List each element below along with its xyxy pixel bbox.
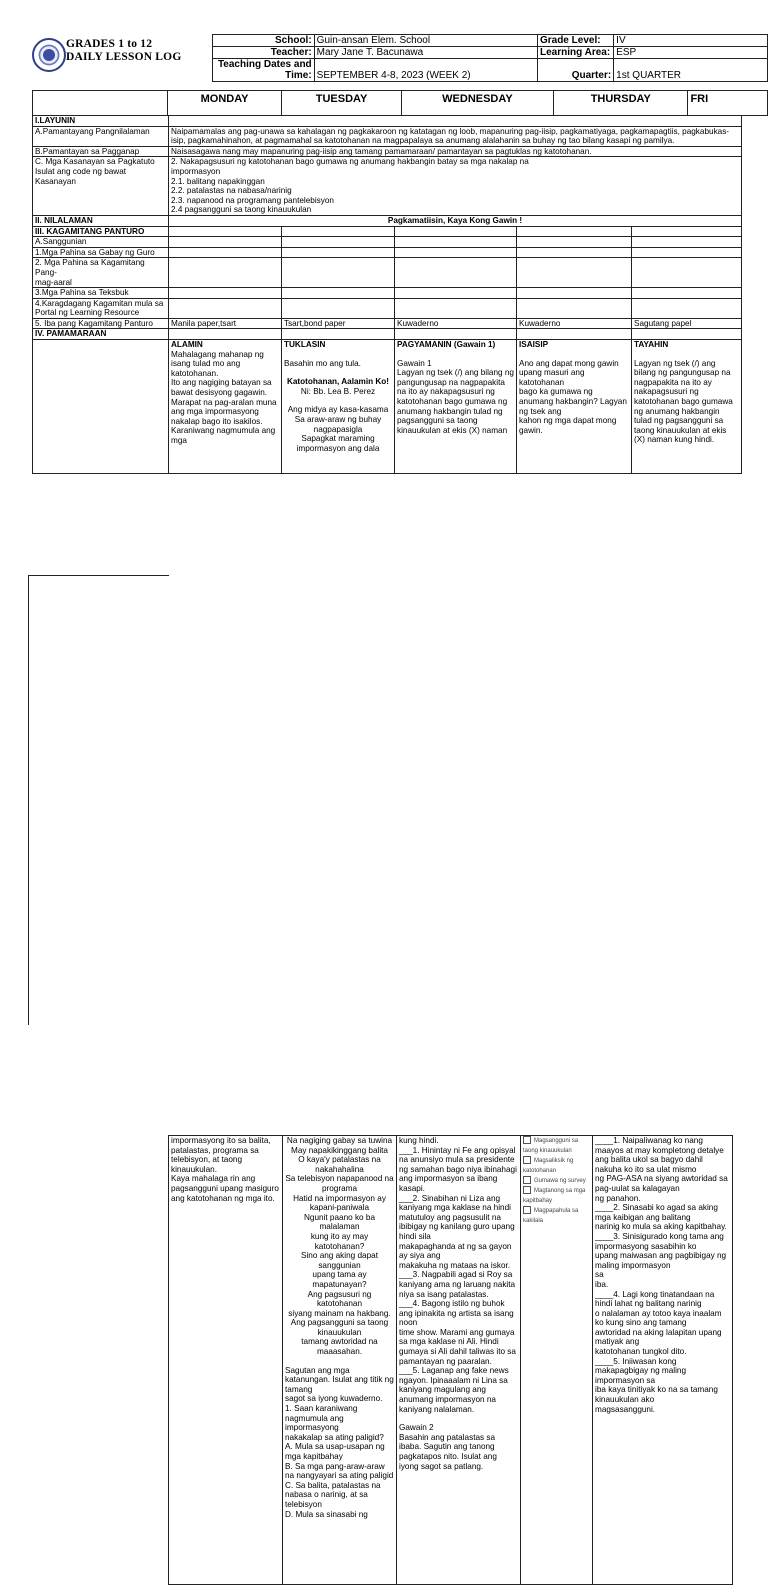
checkbox-icon[interactable] [523, 1176, 531, 1184]
tayahin-body: Lagyan ng tsek (/) ang bilang ng pangungusap na nagpapakita na ito ay nakapagsusuri ng katotohanan bago gumawa ng anumang hakbangin tulad ng pagsangguni sa taong kinauukulan at ekis (X) naman kung hindi. [634, 358, 733, 445]
quarter-value: 1st QUARTER [614, 59, 768, 82]
dates-label-2: Time: [285, 70, 312, 81]
alamin-heading: ALAMIN [171, 340, 203, 350]
karagdagang-label: 4.Karagdagang Kagamitan mula sa Portal ng Learning Resource [33, 298, 169, 318]
pamantayan-sa-pagganap-value: Naisasagawa nang may mapanuring pag-iisip ang tamang pamamaraan/ pamantayan sa pagtuklas ng katotohanan. [169, 146, 742, 157]
procedure-label-cell [33, 340, 169, 474]
isaisip-heading: ISAISIP [519, 340, 549, 350]
poem-stanza-1: Ang midya ay kasa-kasama Sa araw-araw ng buhay nagpapasigla Sapagkat maraming impormasyon ang dala [287, 405, 389, 453]
procedure-wednesday [395, 340, 517, 474]
poem-title: Katotohanan, Aalamin Ko! [286, 377, 390, 387]
checklist-item: Magtanong sa mga kapitbahay [523, 1188, 586, 1204]
nilalaman-value: Pagkamatiisin, Kaya Kong Gawin ! [169, 215, 742, 226]
school-label: School: [213, 35, 315, 47]
checkbox-icon[interactable] [523, 1186, 531, 1194]
procedure-thursday [517, 340, 632, 474]
procedure-friday [632, 340, 742, 474]
gawain-2: Gawain 2 Basahin ang patalastas sa ibaba. Sagutin ang tanong pagkatapos nito. Isulat ang iyong sagot sa patlang. [399, 1423, 497, 1471]
poem-continued: Na nagiging gabay sa tuwina May napakikinggang balita O kaya'y patalastas na nakahahalina Sa telebisyon napapanood na programa Hatid na impormasyon ay kapani-paniwala Ngunit paano ko ba malalaman kung ito ay may katotohanan? Sino ang aking dapat sanggunian upang tama ay mapatunayan? Ang pagsusuri ng katotohanan siyang mainam na hakbang. Ang pagsangguni sa taong kinauukulan tamang awtoridad na maaasahan. [285, 1136, 394, 1357]
alamin-body: Mahalagang mahanap ng isang tulad mo ang katotohanan. Ito ang nagiging batayan sa bawat desisyong gagawin. Marapat na pag-aralan muna ang mga impormasyong nakalap bago ito isakilos. Karaniwang nagmumula ang mga [171, 349, 277, 445]
teacher-value: Mary Jane T. Bacunawa [314, 47, 537, 59]
iba-pang-wednesday: Kuwaderno [395, 318, 517, 329]
iba-pang-friday: Sagutang papel [632, 318, 742, 329]
corner-cell [33, 91, 168, 116]
checklist-item: Magsaliksik ng katotohanan [523, 1158, 574, 1174]
checklist-item: Magpapahula sa kakilala [523, 1208, 579, 1224]
checkbox-icon[interactable] [523, 1136, 531, 1144]
iba-pang-thursday: Kuwaderno [517, 318, 632, 329]
tayahin-heading: TAYAHIN [634, 340, 669, 350]
day-header-row [32, 90, 768, 116]
dates-label-1: Teaching Dates and [217, 59, 312, 70]
pagyamanin-body: Gawain 1 Lagyan ng tsek (/) ang bilang ng pangungusap na nagpapakita na ito ay nakapagsusuri ng katotohanan bago gumawa ng anumang hakbangin tulad ng pagsangguni sa taong kinauukulan at ekis (X) naman [397, 358, 514, 435]
iba-pang-label: 5. Iba pang Kagamitang Panturo [33, 318, 169, 329]
gawain-1-items: kung hindi. ___1. Hinintay ni Fe ang opisyal na anunsiyo mula sa presidente ng samahan bago niya ibinahagi ang impormasyon sa ibang kasapi. ___2. Sinabihan ni Liza ang kaniyang mga kaklase na hindi matutuloy ang pagsusulit na ibibigay ng kanilang guro upang hindi sila makapaghanda at ng sa gayon ay siya ang makakuha ng mataas na iskor. ___3. Nagpabili agad si Roy sa kaniyang ama ng laruang nakita niya sa isang patalastas. ___4. Bagong istilo ng buhok ang ipinakita ng artista sa isang noon time show. Marami ang gumaya sa mga kaklase ni Ali. Hindi gumaya si Ali dahil taliwas ito sa pamantayan ng paaralan. ___5. Laganap ang fake news ngayon. Ipinaaalam ni Lina sa kaniyang magulang ang anumang impormasyon na kaniyang nalalaman. [399, 1136, 517, 1414]
layunin-heading: I.LAYUNIN [33, 116, 169, 127]
sanggunian-label: A.Sanggunian [33, 237, 169, 248]
school-value: Guin-ansan Elem. School [314, 35, 537, 47]
day-monday: MONDAY [167, 91, 281, 116]
nilalaman-heading: II. NILALAMAN [33, 215, 169, 226]
pagyamanin-heading: PAGYAMANIN (Gawain 1) [397, 340, 496, 350]
kasanayan-value: 2. Nakapagsusuri ng katotohanan bago gumawa ng anumang hakbangin batay sa mga nakalap na impormasyon 2.1. balitang napakinggan 2.2. patalastas na nabasa/narinig 2.3. napanood na programang pantelebisyon 2.4 pagsangguni sa taong kinauukulan [169, 157, 742, 216]
day-thursday: THURSDAY [554, 91, 688, 116]
lesson-table [32, 115, 742, 474]
grade-value: IV [614, 35, 768, 47]
header-info-table [212, 34, 768, 82]
checklist-item: Gumawa ng survey [523, 1176, 590, 1186]
kasanayan-label: C. Mga Kasanayan sa Pagkatuto Isulat ang code ng bawat Kasanayan [33, 157, 169, 216]
pamamaraan-heading: IV. PAMAMARAAN [33, 329, 169, 340]
alamin-continued: impormasyong ito sa balita, patalastas, programa sa telebisyon, at taong kinauukulan. Kaya mahalaga rin ang pagsangguni upang masiguro ang katotohanan ng mga ito. [169, 1136, 283, 1585]
tuklasin-intro: Basahin mo ang tula. [284, 358, 361, 368]
teksbuk-label: 3.Mga Pahina sa Teksbuk [33, 288, 169, 299]
tuklasin-continued [283, 1136, 397, 1585]
dates-label [213, 59, 315, 82]
page-gap [0, 512, 768, 560]
document-title [66, 38, 181, 64]
procedure-label-continued [28, 575, 169, 1025]
tuklasin-heading: TUKLASIN [284, 340, 326, 350]
gabay-label: 1.Mga Pahina sa Gabay ng Guro [33, 247, 169, 258]
isaisip-checklist [521, 1136, 593, 1585]
isaisip-body: Ano ang dapat mong gawin upang masuri ang katotohanan bago ka gumawa ng anumang hakbangin? Lagyan ng tsek ang kahon ng mga dapat mong gawin. [519, 358, 627, 435]
checkbox-icon[interactable] [523, 1206, 531, 1214]
learning-area-value: ESP [614, 47, 768, 59]
checkbox-icon[interactable] [523, 1156, 531, 1164]
tuklasin-questions: Sagutan ang mga katanungan. Isulat ang titik ng tamang sagot sa iyong kuwaderno. 1. Saan karaniwang nagmumula ang impormasyong nakakalap sa ating paligid? A. Mula sa usap-usapan ng mga kapitbahay B. Sa mga pang-araw-araw na nangyayari sa ating paligid C. Sa balita, patalastas na nabasa o narinig, at sa telebisyon D. Mula sa sinasabi ng [285, 1365, 394, 1519]
lesson-log-page-1 [0, 0, 768, 512]
pagyamanin-continued [397, 1136, 521, 1585]
poem-author: Ni: Bb. Lea B. Perez [300, 386, 376, 396]
learning-area-label: Learning Area: [537, 47, 613, 59]
tayahin-continued: ____1. Naipaliwanag ko nang maayos at may kompletong detalye ang balita ukol sa bagyo dahil nakuha ko ito sa ulat mismo ng PAG-ASA na siyang awtoridad sa pag-uulat sa kalagayan ng panahon. ____2. Sinasabi ko agad sa aking mga kaibigan ang balitang narinig ko mula sa aking kapitbahay. ____3. Sinisigurado kong tama ang impormasyong sasabihin ko upang maiwasan ang pagbibigay ng maling impormasyon sa iba. ____4. Lagi kong tinatandaan na hindi lahat ng balitang narinig o nalalaman ay totoo kaya inaalam ko kung sino ang tamang awtoridad na aking lalapitan upang matiyak ang katotohanan tungkol dito. ____5. Iniiwasan kong makapagbigay ng maling impormasyon sa iba kaya tinitiyak ko na sa tamang kinauukulan ako magsasangguni. [593, 1136, 733, 1585]
procedure-tuesday [282, 340, 395, 474]
pamantayan-sa-pagganap-label: B.Pamantayan sa Pagganap [33, 146, 169, 157]
checklist-item: Magsangguni sa taong kinauukulan [523, 1138, 579, 1154]
kagamitang-panturo-heading: III. KAGAMITANG PANTURO [33, 226, 169, 237]
day-friday: FRI [688, 91, 768, 116]
title-line-2: DAILY LESSON LOG [66, 51, 182, 63]
title-line-1: GRADES 1 to 12 [66, 38, 153, 50]
day-wednesday: WEDNESDAY [401, 91, 553, 116]
procedure-monday [169, 340, 282, 474]
deped-seal-icon [32, 38, 66, 72]
pamantayang-pangnilalaman-label: A.Pamantayang Pangnilalaman [33, 126, 169, 146]
procedure-continued-table [168, 1135, 733, 1585]
pamantayang-pangnilalaman-value: Naipamamalas ang pag-unawa sa kahalagan ng pagkakaroon ng katatagan ng loob, mapanuring pag-iisip, pagkamatiyaga, pagkamapagtiis, pagkabukas-isip, pagkamahinahon, at pagmamahal sa katotohanan na magpapalaya sa anumang alalahanin sa buhay ng tao bilang kasapi ng pamilya. [169, 126, 742, 146]
teacher-label: Teacher: [213, 47, 315, 59]
dates-value: SEPTEMBER 4-8, 2023 (WEEK 2) [314, 59, 537, 82]
iba-pang-monday: Manila paper,tsart [169, 318, 282, 329]
kagamitang-label: 2. Mga Pahina sa Kagamitang Pang- mag-aaral [33, 258, 169, 288]
day-tuesday: TUESDAY [282, 91, 401, 116]
quarter-label: Quarter: [537, 59, 613, 82]
lesson-log-page-2 [0, 560, 768, 1519]
grade-label: Grade Level: [537, 35, 613, 47]
iba-pang-tuesday: Tsart,bond paper [282, 318, 395, 329]
